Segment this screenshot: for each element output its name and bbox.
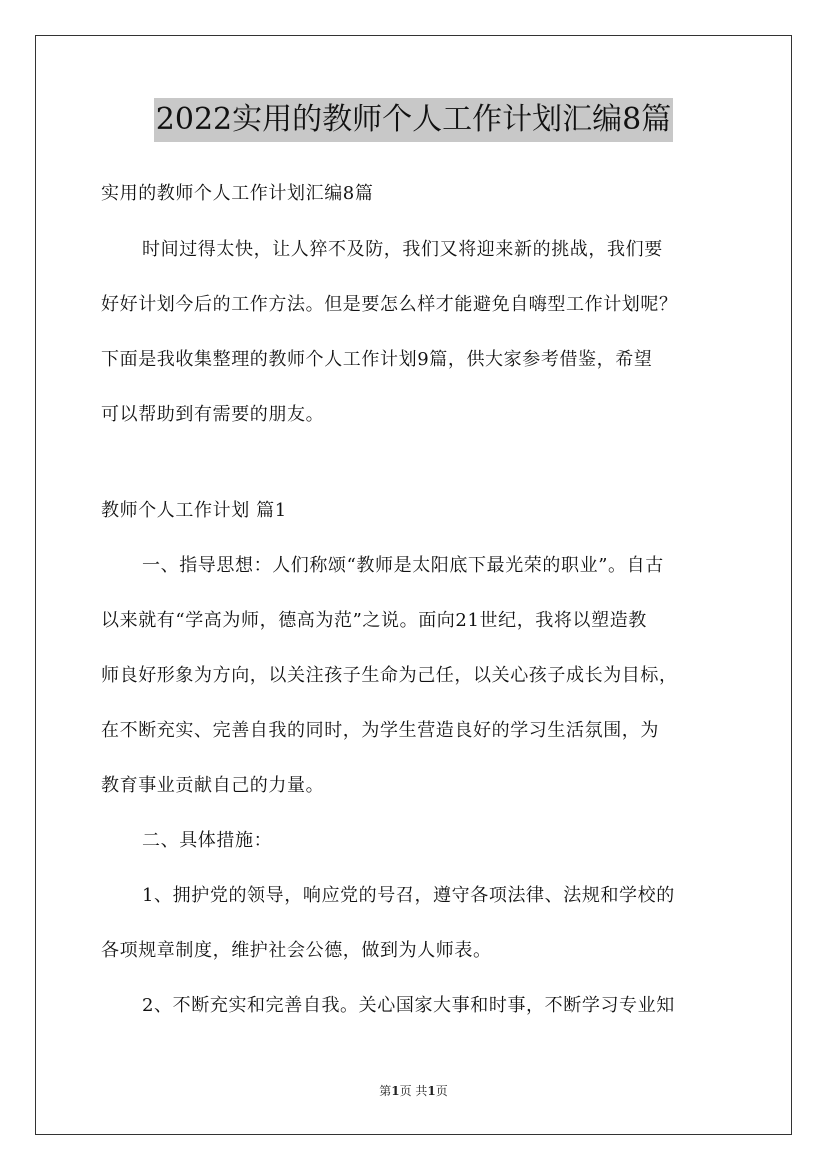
document-body — [101, 178, 733, 1045]
paragraph-line: 教育事业贡献自己的力量。 — [101, 775, 325, 796]
document-subtitle: 实用的教师个人工作计划汇编8篇 — [101, 183, 374, 204]
guiding-paragraph — [101, 550, 733, 802]
item-2-paragraph — [101, 990, 733, 1022]
item-1-paragraph — [101, 880, 733, 967]
paragraph-line: 在不断充实、完善自我的同时，为学生营造良好的学习生活氛围，为 — [101, 720, 659, 741]
paragraph-line: 以来就有“学高为师，德高为范”之说。面向21世纪，我将以塑造教 — [101, 610, 647, 631]
page-prefix: 第 — [379, 1084, 392, 1098]
page-mid: 页 共 — [399, 1084, 428, 1098]
paragraph-line: 各项规章制度，维护社会公德，做到为人师表。 — [101, 940, 492, 961]
title-wrap — [0, 98, 827, 142]
document-title: 2022实用的教师个人工作计划汇编8篇 — [154, 98, 673, 142]
page-total: 1 — [427, 1084, 436, 1098]
paragraph-line: 下面是我收集整理的教师个人工作计划9篇，供大家参考借鉴，希望 — [101, 349, 653, 370]
page-footer — [0, 1082, 827, 1100]
paragraph-line: 好好计划今后的工作方法。但是要怎么样才能避免自嗨型工作计划呢？ — [101, 294, 678, 315]
paragraph-line: 可以帮助到有需要的朋友。 — [101, 404, 325, 425]
paragraph-line: 1、拥护党的领导，响应党的号召，遵守各项法律、法规和学校的 — [142, 885, 675, 906]
page-suffix: 页 — [435, 1084, 448, 1098]
intro-paragraph — [101, 234, 733, 431]
page-current: 1 — [391, 1084, 400, 1098]
paragraph-line: 师良好形象为方向，以关注孩子生命为己任，以关心孩子成长为目标， — [101, 665, 678, 686]
section-heading: 教师个人工作计划 篇1 — [101, 500, 287, 521]
paragraph-line: 一、指导思想：人们称颂“教师是太阳底下最光荣的职业”。自古 — [142, 555, 664, 576]
measures-heading: 二、具体措施： — [142, 830, 273, 851]
paragraph-line: 2、不断充实和完善自我。关心国家大事和时事，不断学习专业知 — [142, 995, 675, 1016]
paragraph-line: 时间过得太快，让人猝不及防，我们又将迎来新的挑战，我们要 — [142, 239, 663, 260]
